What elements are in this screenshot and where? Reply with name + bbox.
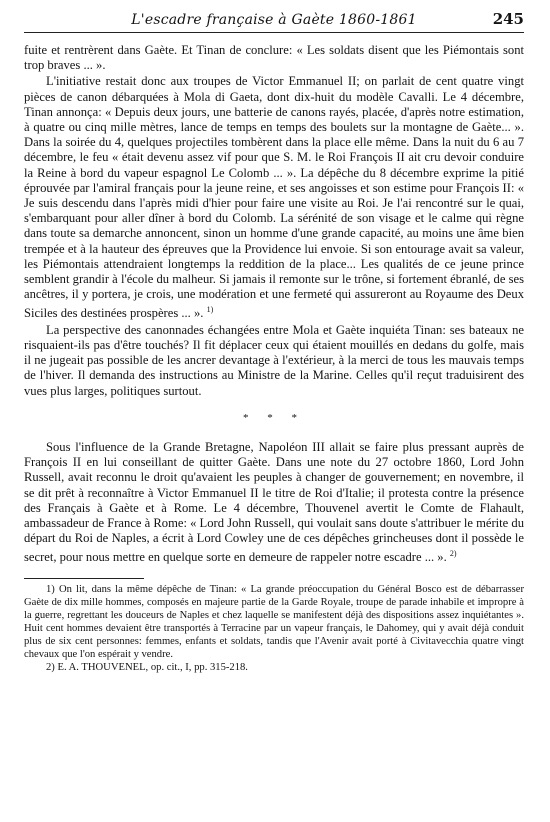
paragraph-4-text: Sous l'influence de la Grande Bretagne, Napoléon III allait se faire plus pressant auprès de François II en lui conseillant de quitter Gaète. Dans une note du 27 octobre 1860, Lord John Russell, avait reconnu le droit qu'avaient les peuples à changer de gouvernement; en novembre, il se dit prêt à reconnaître à Victor Emmanuel II le titre de Roi d'Italie; il protesta contre la présence des Français à Gaète et à Rome. Le 4 décembre, Thouvenel avertit le Comte de Flahault, ambassadeur de France à Rome: « Lord John Russell, qui voulait sans doute s'attribuer le mérite du départ du Roi de Naples, a écrit à Lord Cowley une de ces dépêches grincheuses dont il possède le secret, pour nous mettre en quelque sorte en demeure de rappeler notre escadre ... ». [24, 440, 524, 565]
footnote-2: 2) E. A. THOUVENEL, op. cit., I, pp. 315-218. [46, 661, 248, 673]
main-text [24, 43, 524, 566]
paragraph-2 [24, 74, 524, 321]
footnote-1: 1) On lit, dans la même dépêche de Tinan: « La grande préoccupation du Général Bosco est de débarrasser Gaète de dix mille hommes, composés en majeure partie de la Garde Royale, troupe de parade inhabile et impropre à la guerre, regrettant les douceurs de Naples et chez laquelle se manifestent déjà des dispositions assez inquiétantes ». Huit cent hommes devaient être transportés à Terracine par un vapeur français, le Dahomey, qui y avait déjà conduit plus de six cent personnes: femmes, enfants et soldats, tandis que l'Avenir avait porté à Civitavecchia quatre vingt chevaux que l'on espérait y vendre. [24, 583, 524, 660]
running-title: L'escadre française à Gaète 1860-1861 [131, 12, 417, 28]
section-separator: * * * [243, 411, 305, 424]
footnotes [24, 583, 524, 674]
footnote-ref-2: 2) [449, 549, 457, 559]
footnote-rule [24, 578, 144, 579]
footnote-ref-1: 1) [206, 305, 214, 315]
paragraph-4 [24, 440, 524, 566]
page-header [24, 10, 524, 33]
paragraph-1: fuite et rentrèrent dans Gaète. Et Tinan de conclure: « Les soldats disent que les Piémontais sont trop braves ... ». [24, 43, 524, 73]
paragraph-2-text: L'initiative restait donc aux troupes de Victor Emmanuel II; on parlait de cent quatre vingt pièces de canon débarquées à Mola di Gaeta, dont dix-huit du modèle Cavalli. Le 4 décembre, Tinan annonça: « Depuis deux jours, une batterie de canons rayés, placée, d'après notre estimation, à quatre ou cinq mille mètres, lance de temps en temps des boulets sur la montagne de Gaète... ». Dans la soirée du 4, quelques projectiles tombèrent dans la place elle même. Dans la nuit du 6 au 7 décembre, le feu « était devenu assez vif pour que S. M. le Roi François II ait cru devoir conduire la Reine à bord du vapeur espagnol Le Colomb ... ». La dépêche du 8 décembre exprime la pitié éprouvée par l'amiral français pour la jeune reine, et ses angoisses et son estime pour François II: « Je suis descendu dans l'après midi d'hier pour faire une visite au Roi. Je l'ai rencontré sur le quai, s'embarquant pour aller dîner à bord du Colomb. La sérénité de son visage et le calme qui règne dans toute sa demarche annoncent, sinon un homme d'une grande capacité, au moins une âme bien trempée et à la hauteur des épreuves que la Providence lui envoie. Si son entourage avait sa valeur, les Piémontais attendraient longtemps la reddition de la place... Les qualités de ce jeune prince semblent grandir à l'école du malheur. Si jamais il remonte sur le trône, si fortement ébranlé, de ses ancêtres, il y portera, je crois, une modération et une fermeté qui assureront au Royaume des Deux Siciles des destinées prospères ... ». [24, 74, 524, 321]
book-page [24, 10, 524, 674]
paragraph-3: La perspective des canonnades échangées entre Mola et Gaète inquiéta Tinan: ses bateaux ne risquaient-ils pas d'être touchés? Il fit déplacer ceux qui étaient mouillés en dedans du golfe, mais il ne jugeait pas possible de les ancrer devantage à l'extérieur, à la merci de tous les mauvais temps de l'hiver. Il demanda des instructions au Ministre de la Marine. Celles qu'il reçut traduisirent des vues plus larges, politiques surtout. [24, 322, 524, 398]
page-number: 245 [492, 10, 524, 28]
